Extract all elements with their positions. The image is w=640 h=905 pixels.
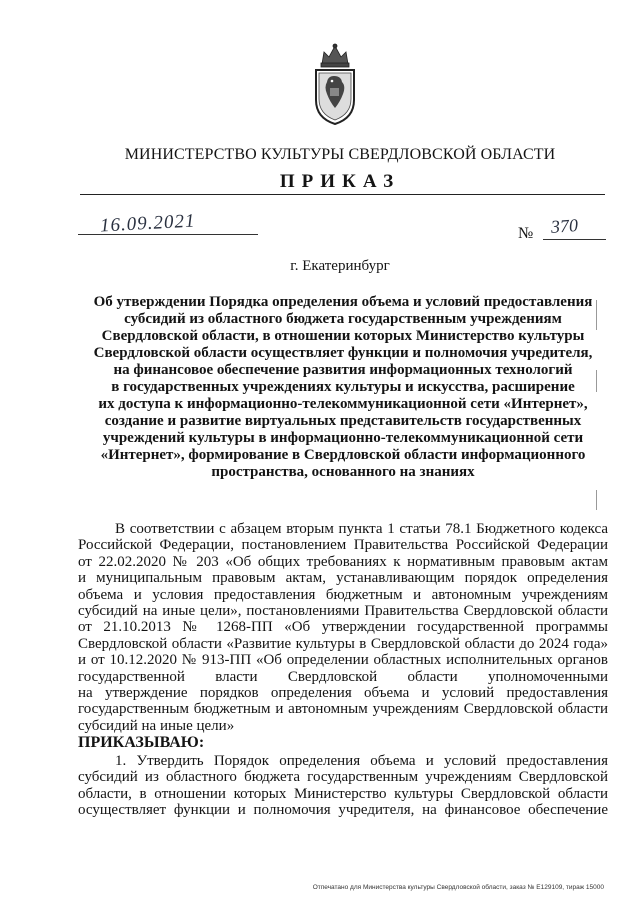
heading-line: Свердловской области, в отношении которых Министерство культуры	[101, 328, 585, 344]
heading-line: их доступа к информационно-телекоммуникационной сети «Интернет»,	[98, 396, 588, 412]
body-line: от 22.02.2020 № 203 «Об общих требованиях к нормативным правовым актам	[78, 553, 608, 570]
document-heading	[78, 294, 608, 481]
body-line: государственной власти Свердловской области уполномоченными	[78, 668, 608, 685]
coat-of-arms-emblem	[310, 42, 360, 126]
ministry-name: МИНИСТЕРСТВО КУЛЬТУРЫ СВЕРДЛОВСКОЙ ОБЛАСТИ	[124, 146, 556, 163]
date-underline	[78, 234, 258, 235]
document-body	[78, 521, 608, 819]
body-line: и от 10.12.2020 № 913-ПП «Об определении областных исполнительных органов	[78, 652, 608, 669]
body-line: на утверждение порядков определения объема и условий предоставления	[78, 684, 608, 701]
heading-line: на финансовое обеспечение развития информационных технологий	[113, 362, 573, 378]
document-type-title: ПРИКАЗ	[279, 171, 401, 192]
body-line: объема и условия предоставления бюджетным и автономным учреждениям	[78, 586, 608, 603]
body-line: государственным бюджетным и автономным учреждениям Свердловской области	[78, 701, 608, 718]
decree-word: ПРИКАЗЫВАЮ:	[78, 734, 205, 752]
heading-line: Об утверждении Порядка определения объема и условий предоставления	[93, 294, 593, 310]
body-line: от 21.10.2013 № 1268-ПП «Об утверждении государственной программы	[78, 619, 608, 636]
heading-line: создание и развитие виртуальных представительств государственных	[104, 413, 582, 429]
body-line: субсидий на иные цели», постановлениями Правительства Свердловской области	[78, 602, 608, 619]
item-line: осуществляет функции и полномочия учредителя, на финансовое обеспечение	[78, 802, 608, 819]
heading-line: учреждений культуры в информационно-телекоммуникационной сети	[102, 430, 584, 446]
header-divider	[80, 194, 605, 195]
handwritten-date: 16.09.2021	[99, 210, 196, 237]
body-line: и муниципальным правовым актам, устанавливающим порядок определения	[78, 570, 608, 587]
body-line: Свердловской области «Развитие культуры в Свердловской области до 2024 года»	[78, 635, 608, 652]
heading-line: Свердловской области осуществляет функции и полномочия учредителя,	[93, 345, 593, 361]
print-footer: Отпечатано для Министерства культуры Свердловской области, заказ № Е129109, тираж 15000	[312, 884, 604, 891]
scan-artifact	[596, 490, 597, 510]
body-line: субсидий на иные цели»	[78, 717, 235, 734]
city-name: г. Екатеринбург	[290, 258, 390, 274]
handwritten-number: 370	[550, 215, 579, 237]
heading-line: «Интернет», формирование в Свердловской области информационного	[100, 447, 586, 463]
heading-line: пространства, основанного на знаниях	[211, 464, 475, 480]
number-label: №	[518, 225, 534, 242]
body-line: Российской Федерации, постановлением Правительства Российской Федерации	[78, 537, 608, 554]
heading-line: субсидий из областного бюджета государственным учреждениям	[124, 311, 562, 327]
item-line: субсидий из областного бюджета государственным учреждениям Свердловской	[78, 769, 608, 786]
scan-artifact	[596, 370, 597, 392]
item-line: области, в отношении которых Министерство культуры Свердловской области	[78, 785, 608, 802]
number-underline	[543, 239, 606, 240]
scan-artifact	[596, 300, 597, 330]
item-line: 1. Утвердить Порядок определения объема и условий предоставления	[115, 753, 608, 770]
body-line: В соответствии с абзацем вторым пункта 1 статьи 78.1 Бюджетного кодекса	[115, 521, 608, 537]
heading-line: в государственных учреждениях культуры и искусства, расширение	[111, 379, 575, 395]
